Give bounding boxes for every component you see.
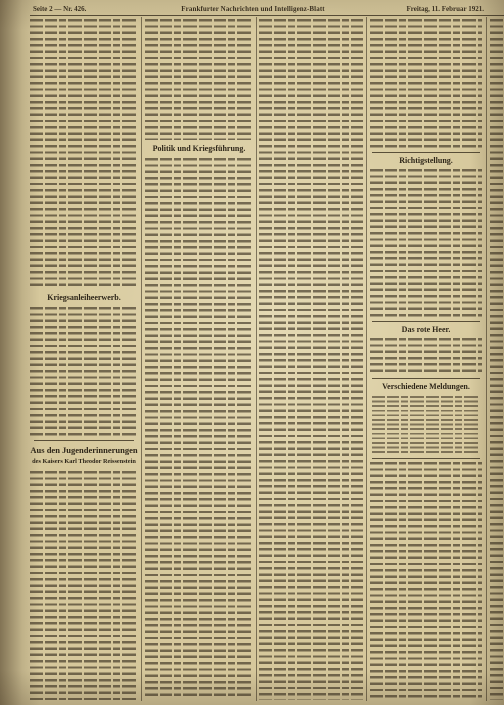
column-divider: [141, 17, 142, 701]
body-text-block: [372, 396, 480, 455]
article-separator: [34, 440, 134, 441]
article-subheading-jugenderinnerungen: des Kaisers Karl Theodor Reissenstein: [32, 458, 136, 465]
column-divider: [366, 17, 367, 701]
article-heading-meldungen: Verschiedene Meldungen.: [382, 382, 470, 391]
article-heading-richtigstellung: Richtigstellung.: [399, 156, 453, 165]
article-separator: [372, 458, 480, 459]
body-text-block: [370, 338, 482, 375]
body-text-block: [30, 19, 138, 287]
body-text-block: [145, 158, 253, 700]
article-heading-jugenderinnerungen: Aus den Jugenderinnerungen: [30, 445, 138, 455]
article-separator: [372, 152, 480, 153]
masthead-rule: [30, 15, 504, 16]
article-separator: [372, 378, 480, 379]
column-divider: [256, 17, 257, 701]
body-text-block: [490, 19, 504, 700]
newspaper-title: Frankfurter Nachrichten und Intelligenz-Blatt: [181, 5, 325, 13]
article-separator: [372, 321, 480, 322]
article-heading-rote-heer: Das rote Heer.: [401, 325, 451, 334]
body-text-block: [30, 307, 138, 437]
article-heading-politik: Politik und Kriegsführung.: [152, 144, 246, 153]
body-text-block: [370, 19, 482, 148]
body-text-block: [370, 169, 482, 318]
body-text-block: [145, 19, 253, 140]
article-heading-kriegsanleihe: Kriegsanleiheerwerb.: [47, 293, 121, 302]
issue-date: Freitag, 11. Februar 1921.: [406, 5, 484, 13]
body-text-block: [370, 462, 482, 700]
body-text-block: [30, 471, 138, 700]
page-number-label: Seite 2 — Nr. 426.: [33, 5, 87, 13]
body-text-block: [259, 19, 363, 700]
column-divider: [486, 17, 487, 701]
